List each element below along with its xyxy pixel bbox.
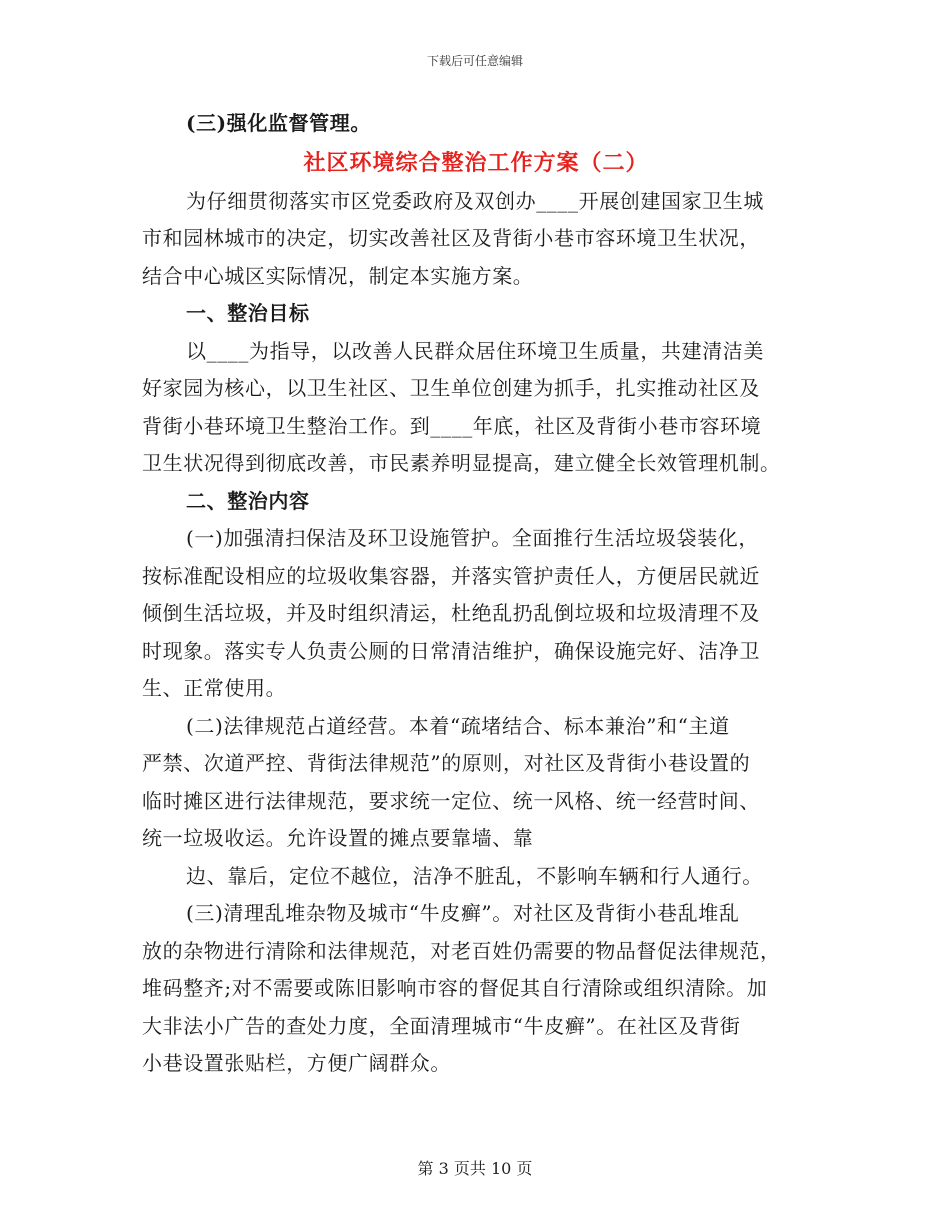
paragraph-line: (一)加强清扫保洁及环卫设施管护。全面推行生活垃圾袋装化， <box>186 526 760 550</box>
paragraph-line: 以____为指导，以改善人民群众居住环境卫生质量，共建清洁美 <box>186 338 764 363</box>
paragraph-line: 倾倒生活垃圾，并及时组织清运，杜绝乱扔乱倒垃圾和垃圾清理不及 <box>142 601 760 625</box>
paragraph-line: 背街小巷环境卫生整治工作。到____年底，社区及背街小巷市容环境 <box>142 413 762 438</box>
paragraph-line: 按标准配设相应的垃圾收集容器，并落实管护责任人，方便居民就近 <box>142 563 760 588</box>
paragraph-line: 生、正常使用。 <box>142 676 287 700</box>
paragraph-line: 严禁、次道严控、背街法律规范”的原则，对社区及背街小巷设置的 <box>142 751 751 775</box>
page-header-note: 下载后可任意编辑 <box>426 54 523 68</box>
paragraph-line: 为仔细贯彻落实市区党委政府及双创办____开展创建国家卫生城 <box>186 188 764 213</box>
page-number-footer: 第 3 页共 10 页 <box>417 1159 533 1178</box>
section-heading-content: 二、整治内容 <box>186 488 310 513</box>
paragraph-line: 好家园为核心，以卫生社区、卫生单位创建为抓手，扎实推动社区及 <box>142 376 760 400</box>
paragraph-line: (二)法律规范占道经营。本着“疏堵结合、标本兼治”和“主道 <box>186 713 730 738</box>
paragraph-line: 小巷设置张贴栏，方便广阔群众。 <box>142 1051 451 1075</box>
document-body <box>142 105 810 1083</box>
paragraph-line: 卫生状况得到彻底改善，市民素养明显提高，建立健全长效管理机制。 <box>142 451 781 475</box>
paragraph-line: 大非法小广告的查处力度，全面清理城市“牛皮癣”。在社区及背街 <box>142 1013 741 1038</box>
section-heading-goals: 一、整治目标 <box>186 301 310 325</box>
paragraph-line: (三)清理乱堆杂物及城市“牛皮癣”。对社区及背街小巷乱堆乱 <box>186 901 740 925</box>
document-title: 社区环境综合整治工作方案（二） <box>303 149 649 176</box>
paragraph-line: 时现象。落实专人负责公厕的日常清洁维护，确保设施完好、洁净卫 <box>142 638 760 663</box>
paragraph-line: 边、靠后，定位不越位，洁净不脏乱，不影响车辆和行人通行。 <box>186 863 763 888</box>
paragraph-line: 市和园林城市的决定，切实改善社区及背街小巷市容环境卫生状况， <box>142 226 760 250</box>
paragraph-line: 统一垃圾收运。允许设置的摊点要靠墙、靠 <box>142 826 534 850</box>
paragraph-line: 结合中心城区实际情况，制定本实施方案。 <box>142 263 534 288</box>
paragraph-line: 临时摊区进行法律规范，要求统一定位、统一风格、统一经营时间、 <box>142 788 760 813</box>
section-heading-strengthen-supervision: (三)强化监督管理。 <box>186 111 371 135</box>
paragraph-line: 堆码整齐;对不需要或陈旧影响市容的督促其自行清除或组织清除。加 <box>142 976 768 1000</box>
paragraph-line: 放的杂物进行清除和法律规范，对老百姓仍需要的物品督促法律规范， <box>142 938 781 963</box>
